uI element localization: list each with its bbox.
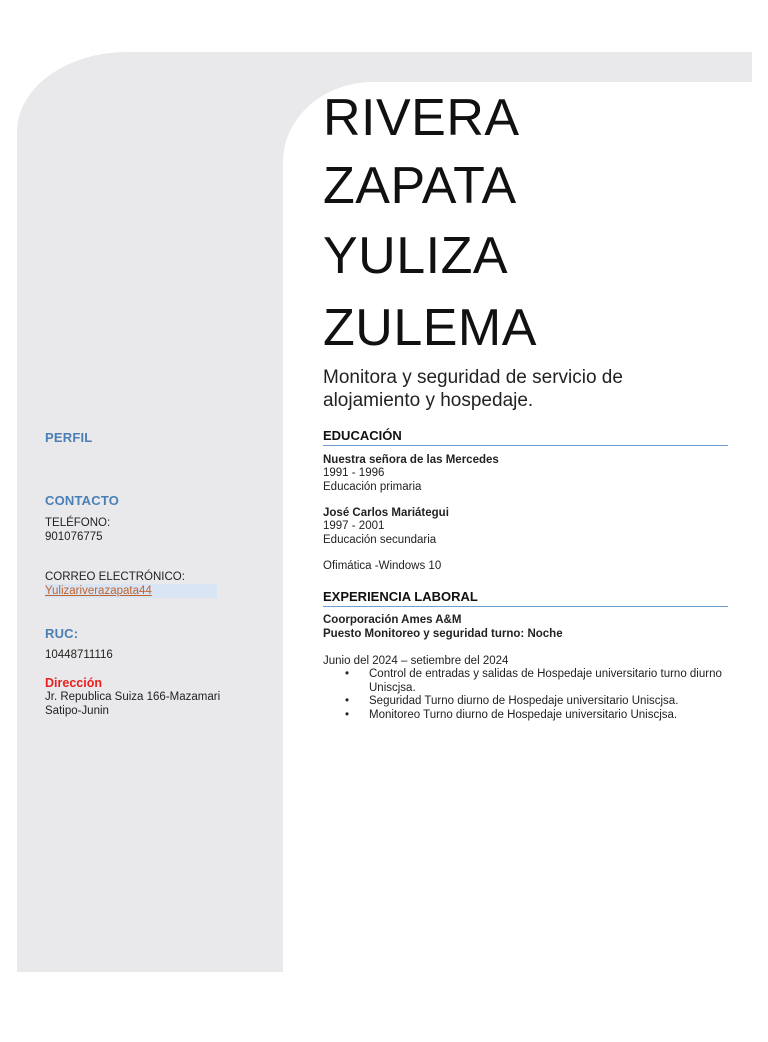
education-heading: EDUCACIÓN: [323, 428, 728, 446]
name-line-4: ZULEMA: [323, 299, 537, 357]
list-item: • Monitoreo Turno diurno de Hospedaje universitario Uniscjsa.: [345, 708, 678, 721]
education-school-1: Nuestra señora de las Mercedes: [323, 454, 499, 466]
name-line-1: RIVERA: [323, 89, 520, 147]
education-level-2: Educación secundaria: [323, 534, 437, 546]
education-extra: Ofimática -Windows 10: [323, 560, 442, 572]
phone-value: 901076775: [45, 531, 103, 543]
education-level-1: Educación primaria: [323, 481, 422, 493]
name-line-3: YULIZA: [323, 227, 509, 285]
experience-period: Junio del 2024 – setiembre del 2024: [323, 655, 509, 667]
experience-position: Puesto Monitoreo y seguridad turno: Noche: [323, 628, 563, 640]
bullet-icon: •: [345, 708, 350, 721]
education-years-2: 1997 - 2001: [323, 520, 385, 532]
email-label: CORREO ELECTRÓNICO:: [45, 571, 185, 583]
subtitle: Monitora y seguridad de servicio de alojamiento y hospedaje.: [323, 367, 623, 411]
experience-company: Coorporación Ames A&M: [323, 614, 462, 626]
direccion-line-2: Satipo-Junin: [45, 705, 109, 717]
experience-bullets: [323, 668, 728, 722]
name-line-2: ZAPATA: [323, 157, 517, 215]
direccion-heading: Dirección: [45, 676, 102, 690]
phone-label: TELÉFONO:: [45, 517, 111, 529]
perfil-heading: PERFIL: [45, 430, 93, 445]
list-item: • Control de entradas y salidas de Hospedaje universitario turno diurno Uniscjsa.: [345, 668, 722, 694]
ruc-value: 10448711116: [45, 649, 113, 661]
list-item: • Seguridad Turno diurno de Hospedaje universitario Uniscjsa.: [345, 695, 679, 707]
bullet-icon: •: [345, 668, 350, 680]
experience-heading: EXPERIENCIA LABORAL: [323, 589, 728, 607]
direccion-line-1: Jr. Republica Suiza 166-Mazamari: [45, 691, 221, 703]
ruc-heading: RUC:: [45, 626, 79, 641]
education-school-2: José Carlos Mariátegui: [323, 507, 449, 519]
education-years-1: 1991 - 1996: [323, 467, 385, 479]
email-link[interactable]: Yulizariverazapata44: [45, 585, 152, 597]
bullet-icon: •: [345, 695, 350, 707]
contacto-heading: CONTACTO: [45, 493, 120, 508]
